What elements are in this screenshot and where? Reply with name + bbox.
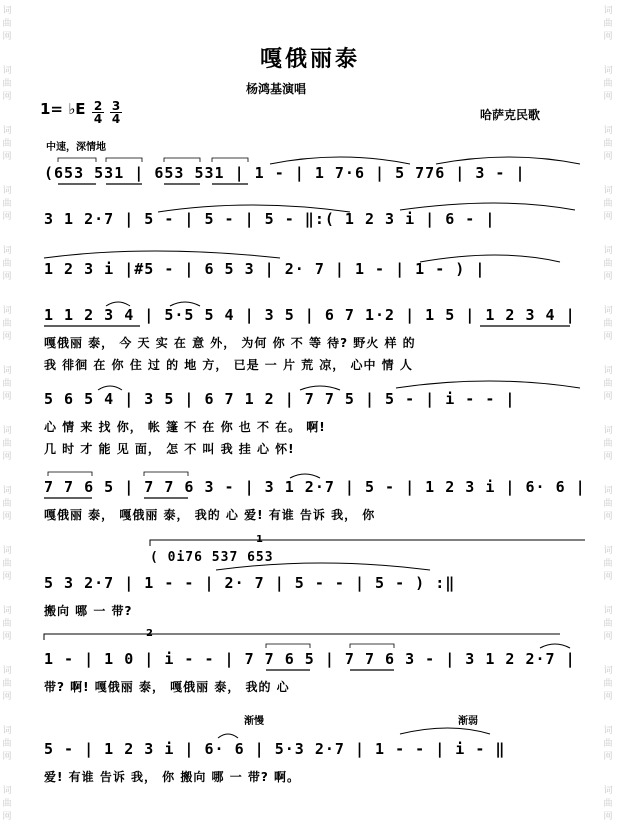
watermark-glyph: 词 <box>603 246 613 256</box>
triplet-bracket <box>48 472 92 476</box>
watermark-glyph: 网 <box>2 572 12 582</box>
watermark-glyph: 词 <box>2 486 12 496</box>
watermark-glyph: 网 <box>603 512 613 522</box>
watermark-glyph: 曲 <box>603 139 613 149</box>
watermark-glyph: 曲 <box>603 679 613 689</box>
triplet-bracket <box>58 158 96 162</box>
watermark-glyph: 曲 <box>2 799 12 809</box>
slur-mark <box>216 563 430 570</box>
singer-credit: 杨鸿基演唱 <box>246 82 307 96</box>
slur-mark <box>106 302 130 306</box>
watermark-glyph: 词 <box>2 66 12 76</box>
score-row-4: 1 1 2 3 4 | 5·5 5 4 | 3 5 | 6 7 1·2 | 1 5 | 1 2 3 4 | <box>44 306 576 324</box>
volta-2-bracket <box>44 634 560 640</box>
watermark-glyph: 网 <box>2 272 12 282</box>
watermark-glyph: 网 <box>603 32 613 42</box>
watermark-glyph: 词 <box>603 66 613 76</box>
watermark-glyph: 词 <box>603 126 613 136</box>
watermark-glyph: 词 <box>2 786 12 796</box>
triplet-bracket <box>144 472 188 476</box>
watermark-glyph: 网 <box>2 752 12 762</box>
watermark-glyph: 曲 <box>2 739 12 749</box>
slur-mark <box>270 157 410 164</box>
watermark-glyph: 词 <box>603 606 613 616</box>
watermark-glyph: 词 <box>603 186 613 196</box>
lyrics-row-5-verse-1: 心 情 来 找 你， 帐 篷 不 在 你 也 不 在。 啊! <box>44 420 326 434</box>
watermark-glyph: 曲 <box>603 379 613 389</box>
watermark-glyph: 曲 <box>603 79 613 89</box>
score-row-5: 5 6 5 4 | 3 5 | 6 7 1 2 | 7 7 5 | 5 - | i - - | <box>44 390 516 408</box>
slur-mark <box>218 734 238 738</box>
watermark-glyph: 词 <box>603 726 613 736</box>
slur-mark <box>400 728 490 734</box>
watermark-glyph: 词 <box>2 546 12 556</box>
volta-1-label: 1 <box>256 534 263 545</box>
score-row-3: 1 2 3 i |#5 - | 6 5 3 | 2· 7 | 1 - | 1 - ) | <box>44 260 486 278</box>
watermark-glyph: 词 <box>2 666 12 676</box>
watermark-glyph: 词 <box>2 426 12 436</box>
dynamic-ritardando: 渐慢 <box>244 716 264 727</box>
time-sig-numerator: 2 <box>93 99 103 113</box>
watermark-glyph: 网 <box>2 632 12 642</box>
watermark-glyph: 网 <box>603 692 613 702</box>
slur-mark <box>400 203 575 210</box>
watermark-glyph: 曲 <box>2 139 12 149</box>
lyrics-row-9: 爱! 有谁 告诉 我， 你 搬向 哪 一 带? 啊。 <box>44 770 301 784</box>
dynamic-diminuendo: 渐弱 <box>458 716 478 727</box>
watermark-glyph: 曲 <box>603 799 613 809</box>
watermark-glyph: 网 <box>603 92 613 102</box>
slur-mark <box>98 386 122 390</box>
lyrics-row-5-verse-2: 几 时 才 能 见 面， 怎 不 叫 我 挂 心 怀! <box>44 442 295 456</box>
watermark-glyph: 词 <box>603 786 613 796</box>
watermark-glyph: 网 <box>2 392 12 402</box>
time-sig-denominator: 4 <box>111 112 121 126</box>
watermark-glyph: 曲 <box>2 679 12 689</box>
slur-mark <box>170 302 200 306</box>
watermark-glyph: 词 <box>603 666 613 676</box>
watermark-glyph: 曲 <box>603 739 613 749</box>
watermark-glyph: 词 <box>603 486 613 496</box>
watermark-glyph: 曲 <box>603 439 613 449</box>
watermark-glyph: 曲 <box>603 319 613 329</box>
watermark-glyph: 曲 <box>603 199 613 209</box>
triplet-bracket <box>350 644 394 648</box>
score-row-1: (653 531 | 653 531 | 1 - | 1 7·6 | 5 776 | 3 - | <box>44 164 526 182</box>
watermark-glyph: 词 <box>603 426 613 436</box>
lyrics-row-4-verse-2: 我 徘徊 在 你 住 过 的 地 方， 已是 一 片 荒 凉， 心中 情 人 <box>44 358 413 372</box>
tempo-marking: 中速，深情地 <box>46 142 106 153</box>
watermark-glyph: 网 <box>603 632 613 642</box>
watermark-glyph: 曲 <box>603 499 613 509</box>
triplet-bracket <box>164 158 200 162</box>
watermark-glyph: 词 <box>2 606 12 616</box>
watermark-glyph: 网 <box>603 392 613 402</box>
composer-credit: 哈萨克民歌 <box>480 108 541 122</box>
watermark-glyph: 曲 <box>2 199 12 209</box>
watermark-glyph: 曲 <box>2 439 12 449</box>
watermark-glyph: 曲 <box>2 259 12 269</box>
triplet-bracket <box>266 644 310 648</box>
watermark-glyph: 网 <box>2 212 12 222</box>
time-sig-numerator: 3 <box>111 99 121 113</box>
watermark-glyph: 网 <box>603 332 613 342</box>
watermark-glyph: 网 <box>603 452 613 462</box>
watermark-glyph: 网 <box>2 812 12 822</box>
watermark-glyph: 曲 <box>603 19 613 29</box>
interlude-notes: ( 0i76 537 653 <box>150 550 274 565</box>
watermark-glyph: 曲 <box>2 379 12 389</box>
song-title: 嘎俄丽泰 <box>259 47 360 72</box>
watermark-glyph: 曲 <box>2 319 12 329</box>
watermark-glyph: 网 <box>2 92 12 102</box>
watermark-glyph: 词 <box>603 306 613 316</box>
watermark-glyph: 词 <box>603 6 613 16</box>
watermark-glyph: 曲 <box>2 559 12 569</box>
watermark-glyph: 词 <box>2 6 12 16</box>
watermark-glyph: 曲 <box>2 619 12 629</box>
watermark-glyph: 词 <box>2 366 12 376</box>
watermark-glyph: 词 <box>2 726 12 736</box>
score-row-7: 5 3 2·7 | 1 - - | 2· 7 | 5 - - | 5 - ) :‖ <box>44 574 456 592</box>
watermark-glyph: 网 <box>2 512 12 522</box>
watermark-glyph: 词 <box>2 246 12 256</box>
watermark-glyph: 曲 <box>2 19 12 29</box>
slur-mark <box>420 255 560 262</box>
watermark-glyph: 网 <box>603 272 613 282</box>
watermark-glyph: 网 <box>2 32 12 42</box>
watermark-glyph: 网 <box>603 152 613 162</box>
score-row-2: 3 1 2·7 | 5 - | 5 - | 5 - ‖:( 1 2 3 i | 6 - | <box>44 210 496 228</box>
watermark-glyph: 网 <box>603 212 613 222</box>
triplet-bracket <box>106 158 142 162</box>
volta-2-label: 2 <box>146 628 153 639</box>
slur-mark <box>300 386 340 390</box>
watermark-glyph: 曲 <box>603 259 613 269</box>
volta-1-bracket <box>150 540 585 546</box>
slur-mark <box>290 474 320 478</box>
time-sig-denominator: 4 <box>93 112 103 126</box>
watermark-glyph: 曲 <box>603 619 613 629</box>
watermark-glyph: 词 <box>2 186 12 196</box>
score-row-6: 7 7 6 5 | 7 7 6 3 - | 3 1 2·7 | 5 - | 1 2 3 i | 6· 6 | <box>44 478 586 496</box>
watermark-glyph: 网 <box>2 332 12 342</box>
watermark-glyph: 词 <box>603 546 613 556</box>
watermark-glyph: 曲 <box>2 79 12 89</box>
watermark-glyph: 网 <box>2 452 12 462</box>
score-row-8: 1 - | 1 0 | i - - | 7 7 6 5 | 7 7 6 3 - | 3 1 2 2·7 | <box>44 650 576 668</box>
watermark-glyph: 网 <box>603 572 613 582</box>
slur-mark <box>540 644 570 648</box>
slur-mark <box>436 157 580 164</box>
triplet-bracket <box>212 158 248 162</box>
lyrics-row-4-verse-1: 嘎俄丽 泰， 今 天 实 在 意 外， 为何 你 不 等 待? 野火 样 的 <box>44 336 416 350</box>
lyrics-row-6: 嘎俄丽 泰， 嘎俄丽 泰， 我的 心 爱! 有谁 告诉 我， 你 <box>44 508 376 522</box>
watermark-glyph: 词 <box>2 126 12 136</box>
watermark-glyph: 网 <box>603 752 613 762</box>
watermark-glyph: 曲 <box>603 559 613 569</box>
slur-mark <box>396 381 580 388</box>
watermark-glyph: 词 <box>603 366 613 376</box>
watermark-glyph: 网 <box>2 692 12 702</box>
lyrics-row-8: 带? 啊! 嘎俄丽 泰， 嘎俄丽 泰， 我的 心 <box>44 680 290 694</box>
key-signature: 1= ♭E <box>40 100 86 118</box>
watermark-glyph: 网 <box>2 152 12 162</box>
slur-mark <box>44 251 280 258</box>
watermark-glyph: 网 <box>603 812 613 822</box>
watermark-glyph: 词 <box>2 306 12 316</box>
score-row-9: 5 - | 1 2 3 i | 6· 6 | 5·3 2·7 | 1 - - | i - ‖ <box>44 740 506 758</box>
slur-mark <box>158 205 350 212</box>
watermark-glyph: 曲 <box>2 499 12 509</box>
lyrics-row-7: 搬向 哪 一 带? <box>44 604 133 618</box>
